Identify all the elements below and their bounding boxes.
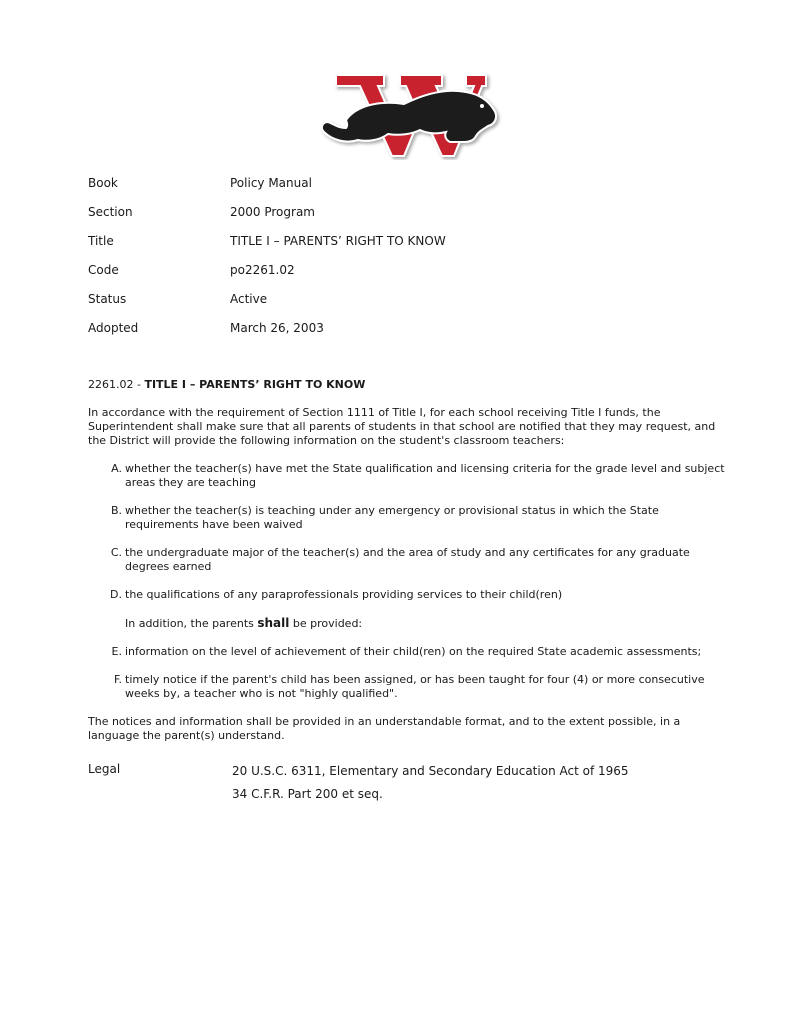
meta-key: Code	[88, 263, 119, 277]
meta-row-code	[88, 263, 728, 292]
list-marker: F.	[113, 673, 122, 686]
addition-text-before: In addition, the parents	[125, 617, 258, 630]
meta-value: Active	[230, 292, 268, 306]
policy-number: 2261.02 -	[88, 378, 145, 391]
list-item-text: information on the level of achievement of their child(ren) on the required State academic assessments;	[125, 645, 702, 658]
list-item-text: whether the teacher(s) is teaching under any emergency or provisional status in which the State requirements have been waived	[125, 504, 659, 531]
policy-metadata	[88, 176, 728, 350]
list-item	[88, 645, 728, 659]
meta-key: Status	[88, 292, 127, 306]
list-item	[88, 673, 728, 701]
list-item	[88, 588, 728, 602]
meta-row-book	[88, 176, 728, 205]
meta-row-title	[88, 234, 728, 263]
meta-key: Book	[88, 176, 118, 190]
meta-value: TITLE I – PARENTS’ RIGHT TO KNOW	[230, 234, 446, 248]
policy-heading	[88, 378, 728, 392]
list-item	[88, 546, 728, 574]
list-item-text: the qualifications of any paraprofessionals providing services to their child(ren)	[125, 588, 563, 601]
parent-info-list	[88, 645, 728, 701]
addition-text-after: be provided:	[289, 617, 363, 630]
teacher-info-list	[88, 462, 728, 602]
meta-row-adopted	[88, 321, 728, 350]
addition-paragraph	[88, 616, 728, 631]
meta-key: Title	[88, 234, 114, 248]
list-item	[88, 462, 728, 490]
closing-paragraph: The notices and information shall be provided in an understandable format, and to the extent possible, in a language the parent(s) understand.	[88, 715, 681, 742]
list-item-text: whether the teacher(s) have met the State qualification and licensing criteria for the grade level and subject areas they are teaching	[125, 462, 725, 489]
policy-title: TITLE I – PARENTS’ RIGHT TO KNOW	[144, 378, 366, 391]
school-logo	[316, 70, 506, 160]
list-marker: B.	[110, 504, 122, 517]
legal-label: Legal	[88, 762, 121, 776]
list-marker: A.	[111, 462, 122, 475]
legal-item: 34 C.F.R. Part 200 et seq.	[232, 787, 383, 801]
panther-icon	[322, 91, 496, 142]
legal-list	[232, 764, 629, 810]
intro-paragraph: In accordance with the requirement of Section 1111 of Title I, for each school receiving Title I funds, the Superintendent shall make sure that all parents of students in that school are notified that they may request, and the District will provide the following information on the student's classroom teachers:	[88, 406, 716, 447]
meta-row-section	[88, 205, 728, 234]
addition-bold-word: shall	[257, 616, 290, 630]
list-marker: D.	[110, 588, 122, 601]
list-item-text: timely notice if the parent's child has been assigned, or has been taught for four (4) or more consecutive weeks by, a teacher who is not "highly qualified".	[125, 673, 705, 700]
policy-body	[88, 378, 728, 757]
legal-item: 20 U.S.C. 6311, Elementary and Secondary Education Act of 1965	[232, 764, 629, 778]
list-item-text: the undergraduate major of the teacher(s) and the area of study and any certificates for any graduate degrees earned	[125, 546, 690, 573]
meta-row-status	[88, 292, 728, 321]
meta-key: Section	[88, 205, 133, 219]
meta-value: po2261.02	[230, 263, 295, 277]
list-item	[88, 504, 728, 532]
meta-value: 2000 Program	[230, 205, 315, 219]
meta-key: Adopted	[88, 321, 139, 335]
list-marker: E.	[111, 645, 122, 658]
list-marker: C.	[110, 546, 122, 559]
meta-value: Policy Manual	[230, 176, 312, 190]
meta-value: March 26, 2003	[230, 321, 324, 335]
